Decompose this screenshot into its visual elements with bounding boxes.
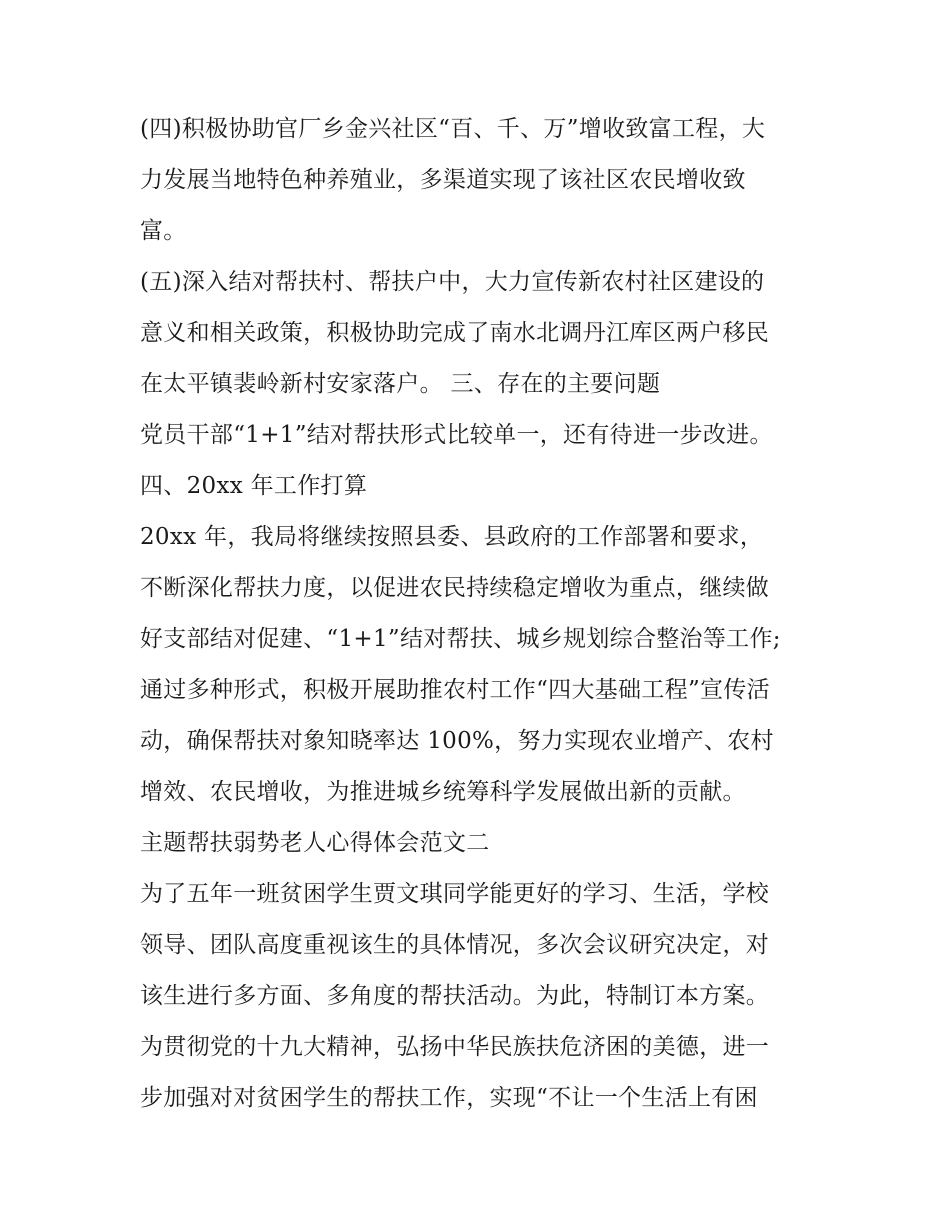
section-heading: 四、20xx 年工作打算 [140,473,368,499]
document-body [140,104,820,1124]
text-line: 该生进行多方面、多角度的帮扶活动。为此，特制订本方案。 [140,983,770,1009]
text-line: 通过多种形式，积极开展助推农村工作“四大基础工程”宣传活 [140,677,770,703]
text-line: 领导、团队高度重视该生的具体情况，多次会议研究决定，对 [140,932,770,958]
text-line: (四)积极协助官厂乡金兴社区“百、千、万”增收致富工程，大 [140,116,766,142]
text-line: 力发展当地特色种养殖业，多渠道实现了该社区农民增收致 [140,167,746,193]
text-line: 在太平镇裴岭新村安家落户。 三、存在的主要问题 [140,371,661,397]
text-line: 富。 [140,218,187,244]
text-line: 步加强对对贫困学生的帮扶工作，实现“不让一个生活上有困 [140,1085,758,1111]
text-line: 为了五年一班贫困学生贾文琪同学能更好的学习、生活，学校 [140,881,770,907]
text-line: (五)深入结对帮扶村、帮扶户中，大力宣传新农村社区建设的 [140,269,765,295]
text-line: 20xx 年，我局将继续按照县委、县政府的工作部署和要求， [140,524,764,550]
text-line: 不断深化帮扶力度，以促进农民持续稳定增收为重点，继续做 [140,575,770,601]
text-line: 好支部结对促建、“1+1”结对帮扶、城乡规划综合整治等工作; [140,626,781,652]
section-title: 主题帮扶弱势老人心得体会范文二 [140,830,490,856]
text-line: 党员干部“1+1”结对帮扶形式比较单一，还有待进一步改进。 [140,422,773,448]
text-line: 为贯彻党的十九大精神，弘扬中华民族扶危济困的美德，进一 [140,1034,770,1060]
text-line: 增效、农民增收，为推进城乡统筹科学发展做出新的贡献。 [140,779,746,805]
text-line: 动，确保帮扶对象知晓率达 100%，努力实现农业增产、农村 [140,728,774,754]
text-line: 意义和相关政策，积极协助完成了南水北调丹江库区两户移民 [140,320,770,346]
